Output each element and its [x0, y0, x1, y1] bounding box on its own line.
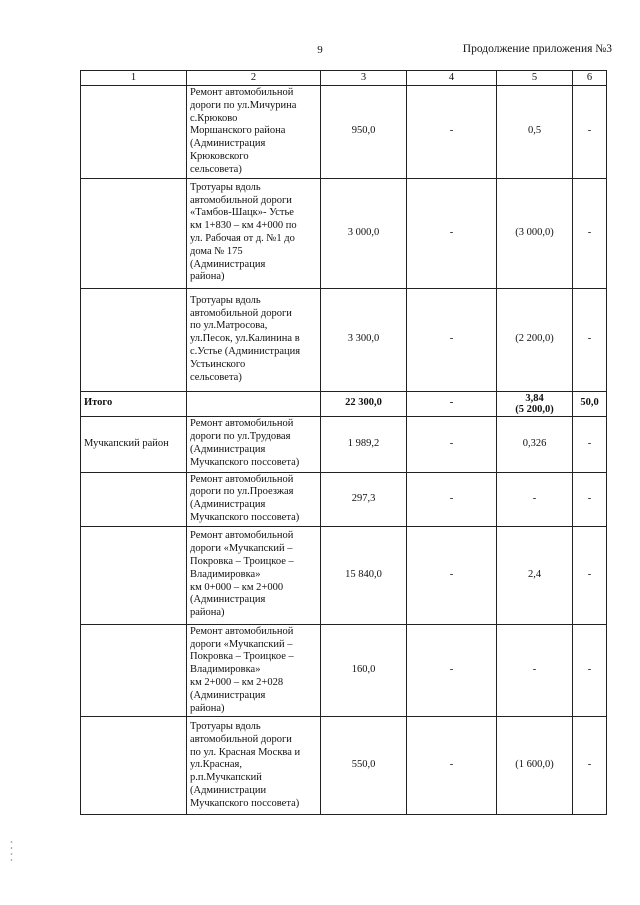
col5-value: 0,326 — [497, 416, 573, 472]
col4-value: - — [407, 624, 497, 717]
margin-dots-mark — [10, 840, 13, 862]
table-row — [81, 416, 607, 472]
description-line: по ул.Матросова, — [190, 320, 268, 332]
description-line: дороги по ул.Мичурина — [190, 99, 297, 111]
description-line: (Администрация — [190, 499, 266, 511]
description-line: (Администрация — [190, 258, 266, 270]
description-line: Мучкапского поссовета) — [190, 456, 300, 468]
col4-value: - — [407, 178, 497, 288]
description-line: автомобильной дороги — [190, 194, 292, 206]
district-cell — [81, 472, 187, 526]
description-line: автомобильной дороги — [190, 307, 292, 319]
column-number-row — [81, 71, 607, 86]
description-line: Ремонт автомобильной — [190, 530, 294, 542]
col5-value: 2,4 — [497, 526, 573, 624]
continuation-note: Продолжение приложения №3 — [462, 43, 612, 55]
description-line: автомобильной дороги — [190, 733, 292, 745]
description-line: ул.Песок, ул.Калинина в — [190, 333, 300, 345]
col4-value: - — [407, 288, 497, 391]
description-line: дороги по ул.Трудовая — [190, 431, 291, 443]
col6-value: - — [573, 288, 607, 391]
object-description-cell — [187, 288, 321, 391]
description-line: Мучкапского поссовета) — [190, 511, 300, 523]
district-cell — [81, 178, 187, 288]
object-description-cell — [187, 391, 321, 416]
description-line: (Администрация — [190, 444, 266, 456]
table-row — [81, 178, 607, 288]
col5-value: - — [497, 624, 573, 717]
description-line: Ремонт автомобильной — [190, 625, 294, 637]
col3-value: 3 000,0 — [321, 178, 407, 288]
description-line: Покровка – Троицкое – — [190, 651, 294, 663]
district-cell — [81, 86, 187, 179]
description-line: Ремонт автомобильной — [190, 473, 294, 485]
col6-value: - — [573, 717, 607, 815]
description-line: Устьинского — [190, 358, 246, 370]
description-line: Ремонт автомобильной — [190, 87, 294, 98]
total-label: Итого — [81, 391, 187, 416]
description-line: (Администрация — [190, 138, 266, 150]
description-line: (Администрация — [190, 689, 266, 701]
district-cell: Мучкапский район — [81, 416, 187, 472]
description-line: Тротуары вдоль — [190, 721, 261, 733]
table-row — [81, 472, 607, 526]
col3-value: 297,3 — [321, 472, 407, 526]
col5-value: (2 200,0) — [497, 288, 573, 391]
description-line: Покровка – Троицкое – — [190, 556, 294, 568]
col5-value: (1 600,0) — [497, 717, 573, 815]
description-line: района) — [190, 702, 225, 714]
table-row — [81, 86, 607, 179]
object-description-cell — [187, 416, 321, 472]
col3-value: 22 300,0 — [321, 391, 407, 416]
col5-value-line: (5 200,0) — [515, 403, 554, 415]
table-row — [81, 624, 607, 717]
description-line: Ремонт автомобильной — [190, 418, 294, 430]
description-line: «Тамбов-Шацк»- Устье — [190, 207, 294, 219]
col3-value: 1 989,2 — [321, 416, 407, 472]
object-description-cell — [187, 624, 321, 717]
description-line: Тротуары вдоль — [190, 294, 261, 306]
column-number: 4 — [407, 71, 497, 86]
col5-value: - — [497, 472, 573, 526]
description-line: дороги «Мучкапский – — [190, 543, 293, 555]
description-line: района) — [190, 271, 225, 283]
description-line: дороги «Мучкапский – — [190, 638, 293, 650]
col6-value: - — [573, 416, 607, 472]
column-number: 1 — [81, 71, 187, 86]
district-cell — [81, 526, 187, 624]
description-line: км 0+000 – км 2+000 — [190, 581, 284, 593]
description-line: Тротуары вдоль — [190, 181, 261, 193]
column-number: 6 — [573, 71, 607, 86]
table-row — [81, 717, 607, 815]
column-number: 2 — [187, 71, 321, 86]
col5-value-line: 3,84 — [525, 392, 544, 404]
object-description-cell — [187, 472, 321, 526]
description-line: р.п.Мучкапский — [190, 772, 262, 784]
col5-value: 0,5 — [497, 86, 573, 179]
col3-value: 3 300,0 — [321, 288, 407, 391]
column-number: 3 — [321, 71, 407, 86]
description-line: с.Крюково — [190, 112, 238, 124]
district-cell — [81, 624, 187, 717]
total-row — [81, 391, 607, 416]
description-line: по ул. Красная Москва и — [190, 746, 301, 758]
description-line: дома № 175 — [190, 245, 243, 257]
col3-value: 15 840,0 — [321, 526, 407, 624]
col6-value: - — [573, 472, 607, 526]
description-line: Крюковского — [190, 150, 249, 162]
description-line: сельсовета) — [190, 371, 242, 383]
object-description-cell — [187, 178, 321, 288]
object-description-cell — [187, 86, 321, 179]
col5-value — [497, 391, 573, 416]
description-line: км 1+830 – км 4+000 по — [190, 220, 297, 232]
col6-value: 50,0 — [573, 391, 607, 416]
description-line: сельсовета) — [190, 163, 242, 175]
description-line: ул.Красная, — [190, 759, 242, 771]
description-line: км 2+000 – км 2+028 — [190, 676, 284, 688]
col6-value: - — [573, 86, 607, 179]
col4-value: - — [407, 472, 497, 526]
col5-value: (3 000,0) — [497, 178, 573, 288]
table-row — [81, 526, 607, 624]
col6-value: - — [573, 624, 607, 717]
description-line: дороги по ул.Проезжая — [190, 486, 294, 498]
col4-value: - — [407, 717, 497, 815]
column-number: 5 — [497, 71, 573, 86]
description-line: Мучкапского поссовета) — [190, 797, 300, 809]
description-line: с.Устье (Администрация — [190, 345, 301, 357]
description-line: ул. Рабочая от д. №1 до — [190, 233, 295, 245]
col3-value: 950,0 — [321, 86, 407, 179]
object-description-cell — [187, 717, 321, 815]
col4-value: - — [407, 416, 497, 472]
district-cell — [81, 288, 187, 391]
col4-value: - — [407, 526, 497, 624]
description-line: Владимировка» — [190, 568, 261, 580]
col4-value: - — [407, 86, 497, 179]
col4-value: - — [407, 391, 497, 416]
description-line: Владимировка» — [190, 664, 261, 676]
district-cell — [81, 717, 187, 815]
appendix-table — [80, 70, 607, 815]
description-line: района) — [190, 607, 225, 619]
page-number: 9 — [317, 44, 323, 56]
col3-value: 550,0 — [321, 717, 407, 815]
col3-value: 160,0 — [321, 624, 407, 717]
description-line: Моршанского района — [190, 125, 286, 137]
col6-value: - — [573, 526, 607, 624]
description-line: (Администрации — [190, 785, 267, 797]
col6-value: - — [573, 178, 607, 288]
object-description-cell — [187, 526, 321, 624]
table-row — [81, 288, 607, 391]
description-line: (Администрация — [190, 594, 266, 606]
